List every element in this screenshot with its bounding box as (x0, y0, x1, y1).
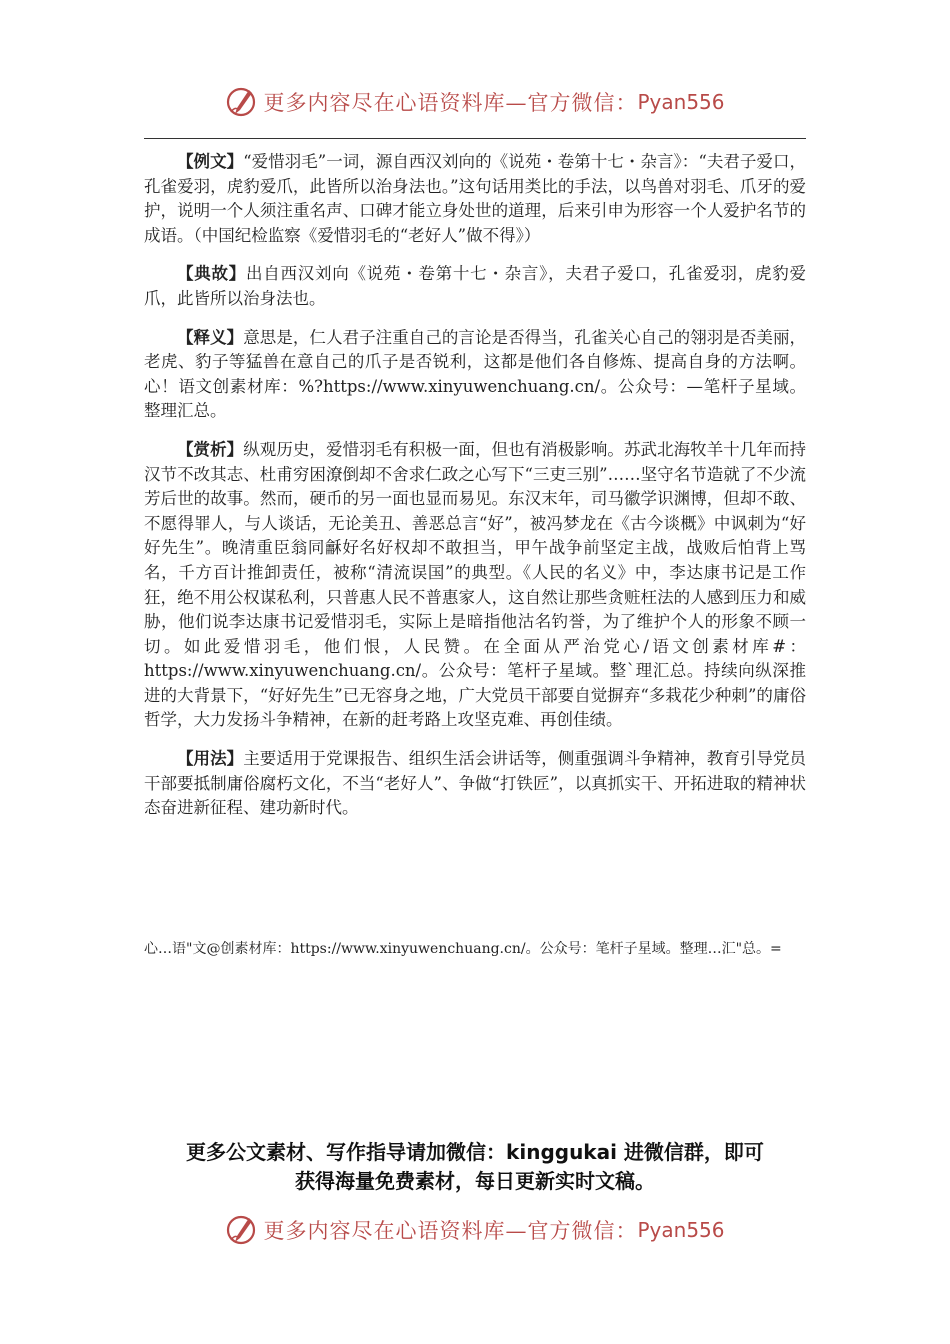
paragraph-allusion (144, 262, 806, 311)
banner-wechat-id: Pyan556 (637, 1218, 725, 1242)
promo-block (130, 1138, 820, 1196)
banner-wechat-id: Pyan556 (637, 90, 725, 114)
paragraph-tag: 【典故】 (177, 264, 246, 284)
paragraph-text: 主要适用于党课报告、组织生活会讲话等，侧重强调斗争精神，教育引导党员干部要抵制庸俗腐朽文化，不当“老好人”、争做“打铁匠”，以真抓实干、开拓进取的精神状态奋进新征程、建功新时代。 (144, 749, 807, 818)
paragraph-text: 出自西汉刘向《说苑・卷第十七・杂言》，夫君子爱口，孔雀爱羽，虎豹爱爪，此皆所以治身法也。 (144, 264, 807, 308)
paragraph-tag: 【赏析】 (177, 439, 244, 459)
header-rule (144, 138, 806, 139)
paragraph-tag: 【例文】 (177, 152, 244, 171)
source-footnote: 心…语"文@创素材库：https://www.xinyuwenchuang.cn/。公众号：笔杆子星域。整理…汇"总。= (144, 941, 782, 957)
article-body (144, 150, 806, 835)
promo-line-2: 获得海量免费素材，每日更新实时文稿。 (295, 1169, 655, 1193)
paragraph-usage (144, 747, 806, 821)
paragraph-text: 纵观历史，爱惜羽毛有积极一面，但也有消极影响。苏武北海牧羊十几年而持汉节不改其志、杜甫穷困潦倒却不舍求仁政之心写下“三吏三别”……坚守名节造就了不少流芳后世的故事。然而，硬币的另一面也显而易见。东汉末年，司马徽学识渊博，但却不敢、不愿得罪人，与人谈话，无论美丑、善恶总言“好”，被冯梦龙在《古今谈概》中讽刺为“好好先生”。晚清重臣翁同龢好名好权却不敢担当，甲午战争前坚定主战，战败后怕背上骂名，千方百计推卸责任，被称“清流误国”的典型。《人民的名义》中，李达康书记是工作狂，绝不用公权谋私利，只普惠人民不普惠家人，这自然让那些贪赃枉法的人感到压力和威胁，他们说李达康书记爱惜羽毛，实际上是暗指他沽名钓誉，为了维护个人的形象不顾一切。如此爱惜羽毛，他们恨，人民赞。在全面从严治党心/语文创素材库#：https://www.xinyuwenchuang.cn/。公众号：笔杆子星域。整`理汇总。持续向纵深推进的大背景下，“好好先生”已无容身之地，广大党员干部要自觉摒弃“多栽花少种刺”的庸俗哲学，大力发扬斗争精神，在新的赶考路上攻坚克难、再创佳绩。 (144, 439, 807, 730)
banner-text: 更多内容尽在心语资料库—官方微信： (263, 91, 638, 115)
banner-text: 更多内容尽在心语资料库—官方微信： (263, 1219, 638, 1243)
header-banner (0, 80, 950, 124)
paragraph-appreciation (144, 438, 806, 733)
quill-logo-icon (225, 86, 257, 118)
promo-line-1: 更多公文素材、写作指导请加微信：kinggukai 进微信群，即可 (186, 1140, 764, 1164)
footer-banner (0, 1208, 950, 1252)
paragraph-tag: 【用法】 (177, 749, 244, 769)
quill-logo-icon (225, 1214, 257, 1246)
paragraph-text: “爱惜羽毛”一词，源自西汉刘向的《说苑・卷第十七・杂言》：“夫君子爱口，孔雀爱羽，虎豹爱爪，此皆所以治身法也。”这句话用类比的手法，以鸟兽对羽毛、爪牙的爱护，说明一个人须注重名声、口碑才能立身处世的道理，后来引申为形容一个人爱护名节的成语。（中国纪检监察《爱惜羽毛的“老好人”做不得》） (144, 152, 807, 245)
paragraph-example (144, 150, 806, 248)
paragraph-tag: 【释义】 (177, 327, 244, 347)
paragraph-meaning (144, 326, 806, 424)
paragraph-text: 意思是，仁人君子注重自己的言论是否得当，孔雀关心自己的翎羽是否美丽，老虎、豹子等猛兽在意自己的爪子是否锐利，这都是他们各自修炼、提高自身的方法啊。心！语文创素材库：%?https://www.xinyuwenchuang.cn/。公众号：—笔杆子星域。整理汇总。 (144, 327, 807, 421)
